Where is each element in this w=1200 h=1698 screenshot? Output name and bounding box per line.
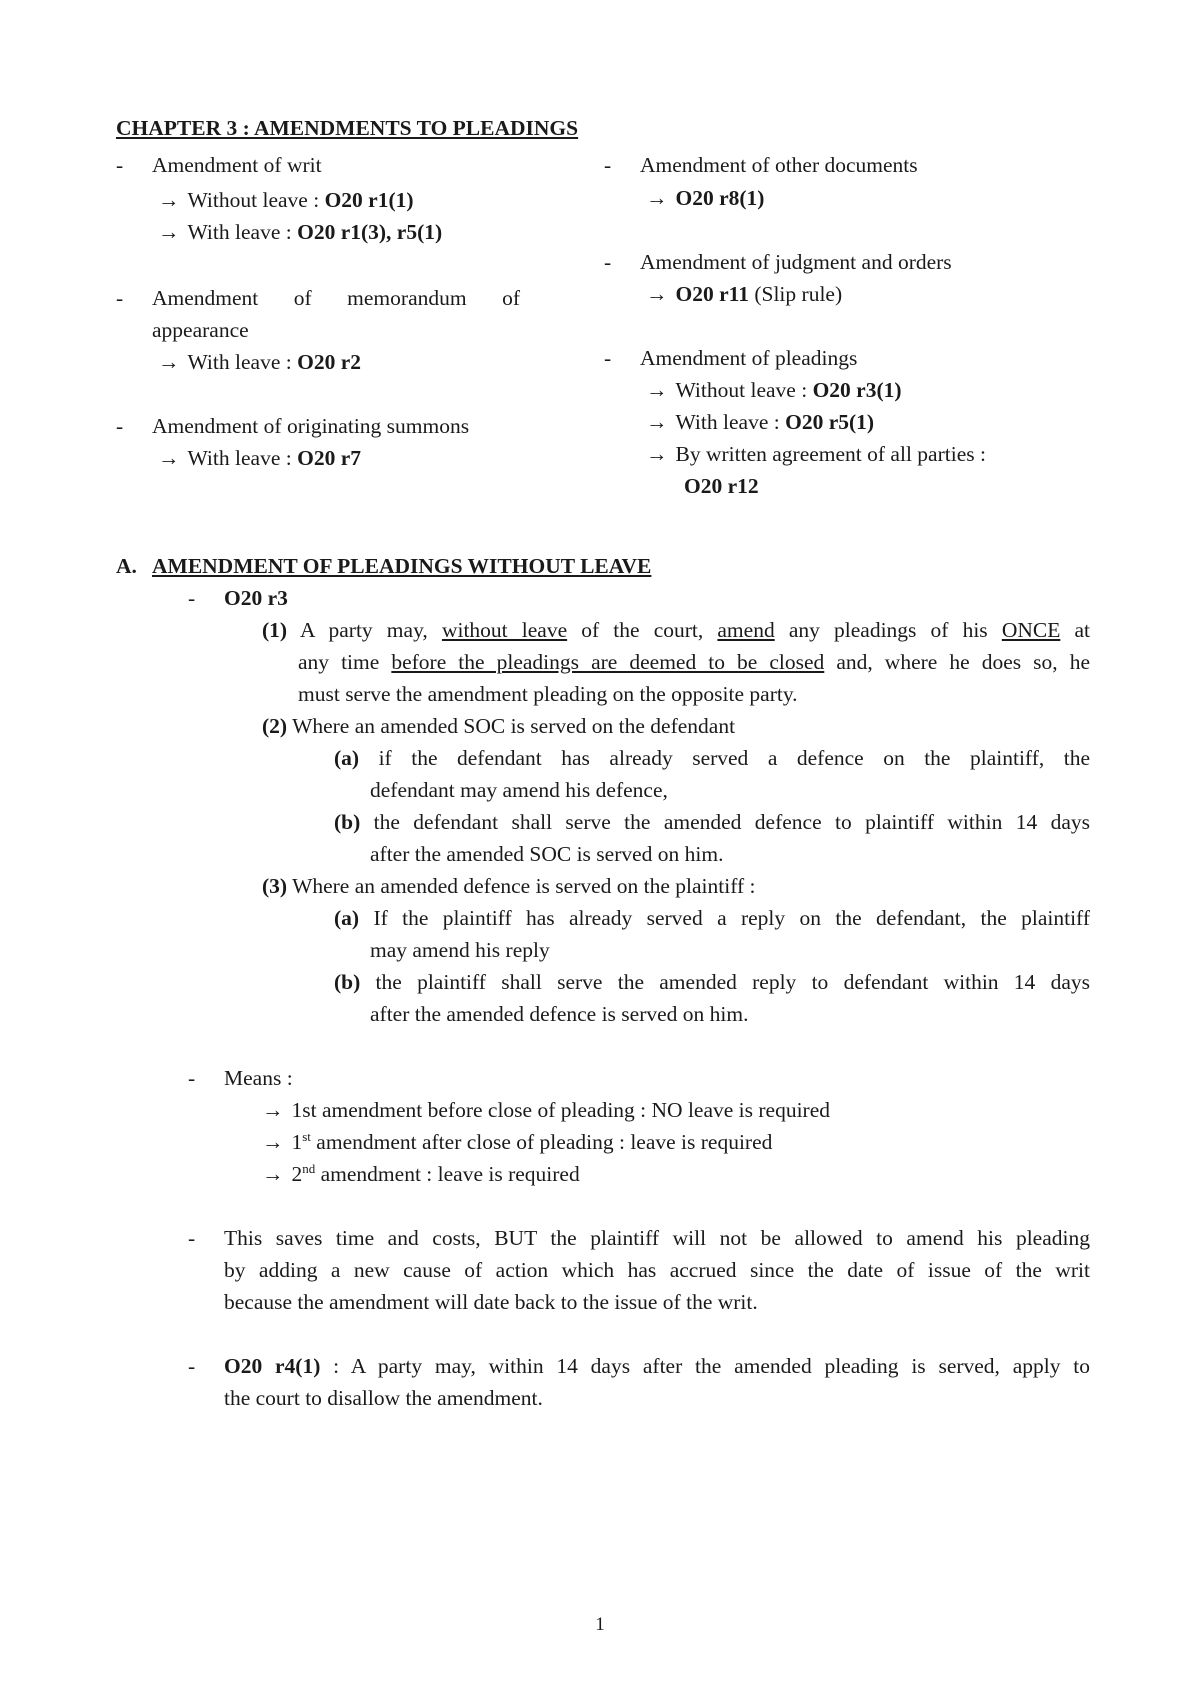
pleadings-agreement-rule: O20 r12 (684, 474, 759, 498)
saves-line-2: by adding a new cause of action which has accrued since the date of issue of the writ (224, 1258, 1090, 1282)
para-2: (2) Where an amended SOC is served on the defendant (262, 714, 736, 738)
dash: - (188, 1226, 196, 1250)
dash: - (116, 286, 124, 310)
other-docs-label: Amendment of other documents (640, 153, 918, 177)
para-1-line-2: any time before the pleadings are deemed to be closed and, where he does so, he (298, 650, 1090, 674)
pleadings-without-leave: → Without leave : O20 r3(1) (646, 378, 902, 402)
para-1-line-3: must serve the amendment pleading on the opposite party. (298, 682, 798, 706)
saves-line-1: This saves time and costs, BUT the plaintiff will not be allowed to amend his pleading (224, 1226, 1090, 1250)
arrow-icon: → (158, 350, 180, 374)
arrow-icon: → (646, 282, 668, 306)
dash: - (604, 153, 612, 177)
summons-label: Amendment of originating summons (152, 414, 470, 438)
dash: - (604, 250, 612, 274)
r4-line-2: the court to disallow the amendment. (224, 1386, 543, 1410)
para-3a-line-1: (a) If the plaintiff has already served a reply on the defendant, the plaintiff (334, 906, 1090, 930)
chapter-title: CHAPTER 3 : AMENDMENTS TO PLEADINGS (116, 116, 579, 140)
para-3b-line-1: (b) the plaintiff shall serve the amended reply to defendant within 14 days (334, 970, 1090, 994)
para-1-line-1: (1) A party may, without leave of the court, amend any pleadings of his ONCE at (262, 618, 1090, 642)
dash: - (188, 1066, 196, 1090)
dash: - (116, 414, 124, 438)
arrow-icon: → (646, 378, 668, 402)
section-letter: A. (116, 554, 137, 578)
arrow-icon: → (646, 410, 668, 434)
memo-label: Amendment of memorandum of (152, 286, 520, 310)
dash: - (188, 1354, 196, 1378)
means-item-3: → 2nd amendment : leave is required (262, 1160, 580, 1186)
judgment-label: Amendment of judgment and orders (640, 250, 952, 274)
other-docs-rule: → O20 r8(1) (646, 186, 765, 210)
arrow-icon: → (262, 1162, 284, 1186)
memo-label-cont: appearance (152, 318, 249, 342)
arrow-icon: → (262, 1098, 284, 1122)
para-2b-line-1: (b) the defendant shall serve the amended defence to plaintiff within 14 days (334, 810, 1090, 834)
para-2b-line-2: after the amended SOC is served on him. (370, 842, 724, 866)
writ-label: Amendment of writ (152, 153, 322, 177)
writ-with-leave: → With leave : O20 r1(3), r5(1) (158, 220, 443, 244)
memo-with-leave: → With leave : O20 r2 (158, 350, 361, 374)
saves-line-3: because the amendment will date back to the issue of the writ. (224, 1290, 758, 1314)
summons-with-leave: → With leave : O20 r7 (158, 446, 361, 470)
pleadings-agreement: → By written agreement of all parties : (646, 442, 986, 466)
arrow-icon: → (646, 442, 668, 466)
arrow-icon: → (158, 446, 180, 470)
para-3a-line-2: may amend his reply (370, 938, 550, 962)
means-item-1: → 1st amendment before close of pleading : NO leave is required (262, 1098, 831, 1122)
r4-line-1: O20 r4(1) : A party may, within 14 days after the amended pleading is served, apply to (224, 1354, 1091, 1378)
dash: - (188, 586, 196, 610)
writ-without-leave: → Without leave : O20 r1(1) (158, 188, 414, 212)
means-label: Means : (224, 1066, 293, 1090)
page-number: 1 (595, 1614, 605, 1635)
dash: - (604, 346, 612, 370)
judgment-rule: → O20 r11 (Slip rule) (646, 282, 843, 306)
para-3b-line-2: after the amended defence is served on him. (370, 1002, 749, 1026)
arrow-icon: → (262, 1130, 284, 1154)
means-item-2: → 1st amendment after close of pleading : leave is required (262, 1128, 773, 1154)
arrow-icon: → (158, 220, 180, 244)
para-3: (3) Where an amended defence is served on the plaintiff : (262, 874, 756, 898)
para-2a-line-2: defendant may amend his defence, (370, 778, 668, 802)
arrow-icon: → (158, 188, 180, 212)
dash: - (116, 153, 124, 177)
rule-ref: O20 r3 (224, 586, 288, 610)
pleadings-with-leave: → With leave : O20 r5(1) (646, 410, 875, 434)
para-2a-line-1: (a) if the defendant has already served a defence on the plaintiff, the (334, 746, 1090, 770)
arrow-icon: → (646, 186, 668, 210)
section-heading: AMENDMENT OF PLEADINGS WITHOUT LEAVE (152, 554, 652, 578)
pleadings-label: Amendment of pleadings (640, 346, 858, 370)
